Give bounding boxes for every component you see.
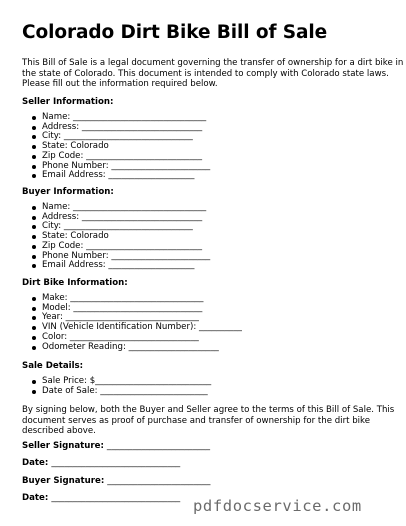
seller-city-field: City: ______________________________ [30,132,210,142]
buyer-phone-field: Phone Number: _______________________ [30,252,210,262]
buyer-heading: Buyer Information: [22,187,114,197]
seller-date-row [22,458,180,468]
seller-signature-label: Seller Signature: [22,441,104,451]
seller-phone-field: Phone Number: _______________________ [30,162,210,172]
bike-fields [30,294,242,352]
seller-email-field: Email Address: ____________________ [30,171,210,181]
seller-state-field: State: Colorado [30,142,210,152]
seller-heading: Seller Information: [22,97,114,107]
document-title: Colorado Dirt Bike Bill of Sale [22,22,328,43]
bike-color-field: Color: ______________________________ [30,333,242,343]
bike-vin-field: VIN (Vehicle Identification Number): __________ [30,323,242,333]
agreement-paragraph: By signing below, both the Buyer and Seller agree to the terms of this Bill of Sale. This document serves as proof of purchase and transfer of ownership for the dirt bike described above. [22,405,395,436]
buyer-state-field: State: Colorado [30,232,210,242]
watermark: pdfdocservice.com [193,497,362,515]
buyer-signature-label: Buyer Signature: [22,476,105,486]
bike-heading: Dirt Bike Information: [22,278,128,288]
seller-date-label: Date: [22,458,49,468]
sale-date-field: Date of Sale: _________________________ [30,387,211,397]
sale-price-field: Sale Price: $___________________________ [30,377,211,387]
buyer-signature-line: ________________________ [107,476,211,486]
seller-signature-line: ________________________ [106,441,211,451]
seller-name-field: Name: _______________________________ [30,113,210,123]
sale-fields [30,377,211,396]
buyer-address-field: Address: ____________________________ [30,213,210,223]
buyer-date-label: Date: [22,493,49,503]
buyer-zip-field: Zip Code: ___________________________ [30,242,210,252]
buyer-fields [30,203,210,271]
sale-heading: Sale Details: [22,361,84,371]
buyer-email-field: Email Address: ____________________ [30,261,210,271]
bike-make-field: Make: _______________________________ [30,294,242,304]
bike-year-field: Year: _______________________________ [30,313,242,323]
buyer-date-line: ______________________________ [51,493,181,503]
seller-zip-field: Zip Code: ___________________________ [30,152,210,162]
buyer-name-field: Name: _______________________________ [30,203,210,213]
bike-model-field: Model: ______________________________ [30,304,242,314]
intro-paragraph: This Bill of Sale is a legal document governing the transfer of ownership for a dirt bike in the state of Colorado. This document is intended to comply with Colorado state laws. Please fill out the information required below. [22,58,404,89]
buyer-signature-row [22,476,210,486]
seller-signature-row [22,441,210,451]
buyer-city-field: City: ______________________________ [30,222,210,232]
seller-address-field: Address: ____________________________ [30,123,210,133]
bike-odometer-field: Odometer Reading: _____________________ [30,343,242,353]
buyer-date-row [22,493,180,503]
seller-fields [30,113,210,181]
seller-date-line: ______________________________ [51,458,181,468]
